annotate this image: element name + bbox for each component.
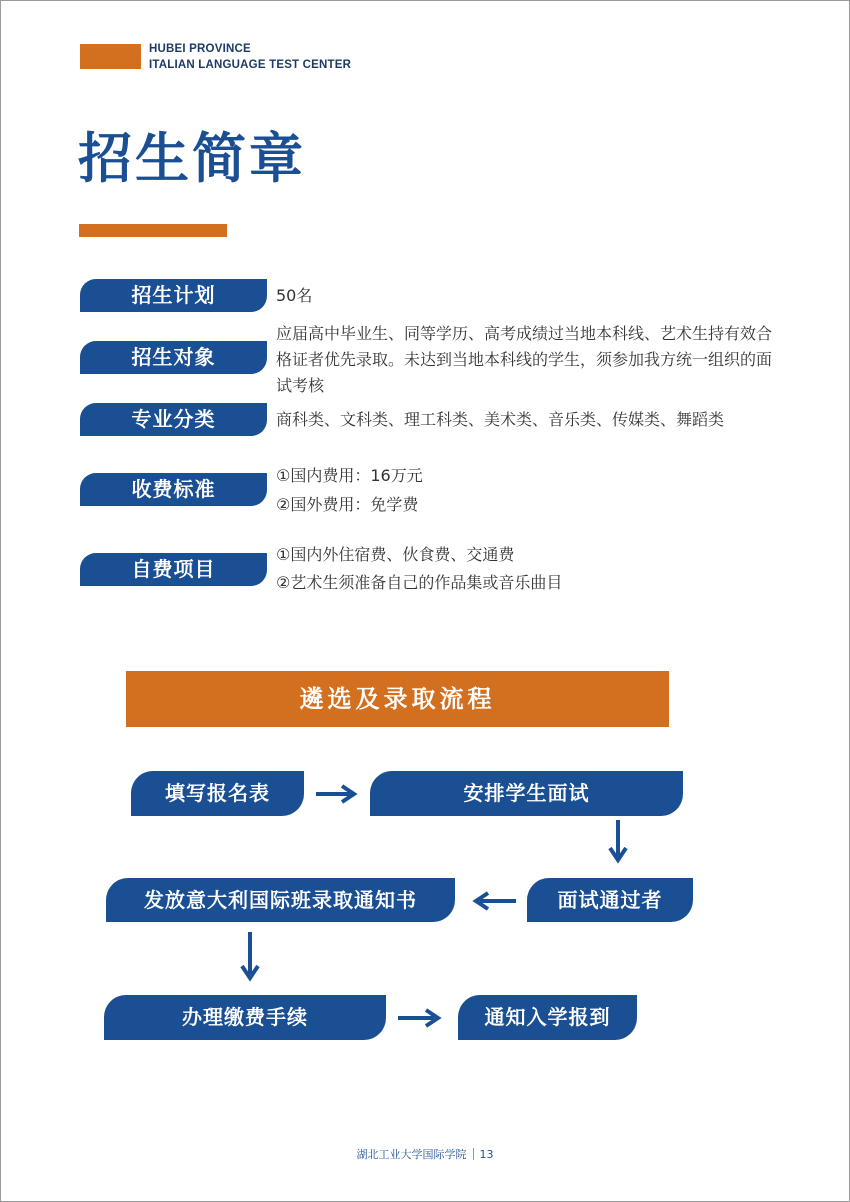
step-enroll: 通知入学报到 (458, 995, 637, 1040)
value-plan: 50名 (276, 286, 313, 305)
label-self-pay: 自费项目 (80, 553, 267, 586)
label-plan: 招生计划 (80, 279, 267, 312)
label-majors: 专业分类 (80, 403, 267, 436)
label-fees: 收费标准 (80, 473, 267, 506)
value-self-pay (276, 541, 562, 597)
footer (0, 1146, 850, 1162)
arrow-left-icon (468, 890, 518, 912)
footer-school: 湖北工业大学国际学院 (356, 1148, 467, 1161)
target-line-3: 试考核 (276, 376, 325, 395)
arrow-right-icon (314, 783, 362, 805)
label-target: 招生对象 (80, 341, 267, 374)
header-line-2: ITALIAN LANGUAGE TEST CENTER (149, 59, 352, 71)
header-accent-bar (80, 44, 141, 69)
flow-title: 遴选及录取流程 (126, 671, 669, 727)
target-line-1: 应届高中毕业生、同等学历、高考成绩过当地本科线、艺术生持有效合 (276, 324, 773, 343)
arrow-right-icon (396, 1007, 446, 1029)
self-pay-line-1: ①国内外住宿费、伙食费、交通费 (276, 545, 515, 564)
self-pay-line-2: ②艺术生须准备自己的作品集或音乐曲目 (276, 573, 563, 592)
page-title: 招生简章 (78, 127, 306, 190)
page-number: 13 (479, 1148, 494, 1161)
step-fill-form: 填写报名表 (131, 771, 304, 816)
target-line-2: 格证者优先录取。未达到当地本科线的学生，须参加我方统一组织的面 (276, 350, 773, 369)
value-target (276, 321, 772, 399)
fees-line-2: ②国外费用：免学费 (276, 495, 419, 514)
step-interview: 安排学生面试 (370, 771, 683, 816)
step-passed: 面试通过者 (527, 878, 693, 922)
header-line-1: HUBEI PROVINCE (149, 43, 251, 55)
step-admission-notice: 发放意大利国际班录取通知书 (106, 878, 455, 922)
step-payment: 办理缴费手续 (104, 995, 386, 1040)
footer-divider (473, 1148, 474, 1160)
title-underline (79, 224, 227, 237)
arrow-down-icon (238, 930, 262, 984)
value-majors: 商科类、文科类、理工科类、美术类、音乐类、传媒类、舞蹈类 (276, 410, 725, 429)
value-fees (276, 461, 423, 519)
arrow-down-icon (606, 818, 630, 866)
fees-line-1: ①国内费用：16万元 (276, 466, 423, 485)
